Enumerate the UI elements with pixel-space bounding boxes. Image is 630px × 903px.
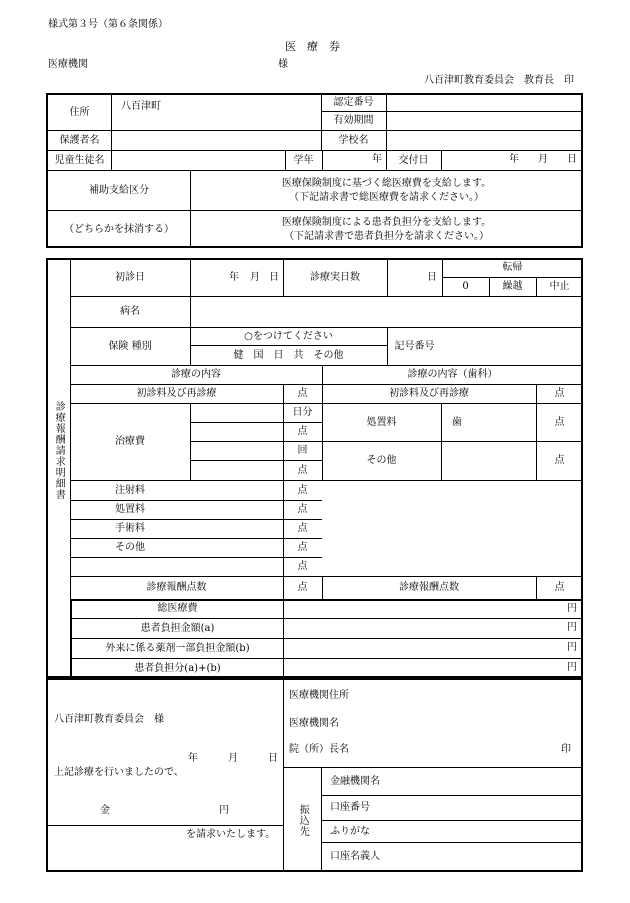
disease-label: 病名	[120, 306, 140, 318]
treatment-point-unit-1: 点	[297, 426, 308, 438]
outcome-label: 転帰	[502, 262, 523, 274]
first-visit-day: 日	[269, 272, 279, 283]
other-fee-label: その他	[115, 542, 145, 554]
institution-label: 医療機関	[48, 59, 88, 70]
claim-date-month: 月	[228, 753, 238, 764]
director-name-label: 院（所）長名	[289, 744, 349, 755]
first-visit-label: 初診日	[115, 271, 145, 283]
issuer-label: 八百津町教育委員会 教育長 印	[424, 75, 574, 86]
claim-amount-label: 金	[100, 805, 110, 816]
total-points-label: 診療報酬点数	[146, 582, 207, 594]
claim-date-year: 年	[188, 753, 198, 764]
tooth-label: 歯	[452, 417, 462, 428]
transfer-destination-label: 振込先	[297, 803, 309, 837]
drug-burden-b-label: 外来に係る薬剤一部負担金額(b)	[105, 642, 250, 654]
statement-side-label: 診療報酬請求明細書	[53, 400, 65, 500]
dental-total-points-label: 診療報酬点数	[399, 582, 459, 594]
issue-year-unit: 年	[509, 154, 519, 165]
symbol-number-label: 記号番号	[394, 340, 435, 352]
drug-burden-b-yen: 円	[567, 642, 577, 653]
claim-performed-text: 上記診療を行いましたので、	[54, 767, 184, 778]
sama-label: 様	[278, 59, 288, 70]
claim-amount-yen: 円	[219, 805, 229, 816]
cert-number-label: 認定番号	[333, 97, 374, 109]
student-field[interactable]	[112, 151, 285, 170]
first-visit-year: 年	[229, 272, 239, 283]
dental-procedure-label: 処置料	[366, 416, 397, 428]
dental-procedure-point: 点	[554, 416, 565, 428]
treatment-times-unit: 回	[297, 445, 308, 457]
validity-field[interactable]	[387, 112, 581, 130]
school-label: 学校名	[338, 134, 369, 146]
treatment-point-unit-2: 点	[297, 464, 308, 476]
aid-option-total-line1: 医療保険制度に基づく総医療費を支給します。	[281, 178, 492, 189]
institution-address-label: 医療機関住所	[289, 690, 349, 701]
outcome-stop[interactable]: 中止	[549, 281, 570, 293]
student-label: 児童生徒名	[54, 154, 105, 166]
bank-name-label: 金融機関名	[330, 776, 380, 787]
injection-fee-point: 点	[297, 484, 308, 496]
initial-fee-label: 初診料及び再診療	[136, 388, 217, 400]
school-field[interactable]	[387, 131, 581, 150]
procedure-fee-label: 処置料	[115, 504, 145, 516]
circle-note: ○をつけてください	[244, 330, 333, 342]
disease-field[interactable]	[191, 297, 583, 327]
aid-option-burden-line2: （下記請求書で患者負担分を請求ください。）	[284, 230, 489, 242]
total-points-unit: 点	[297, 582, 308, 594]
dental-initial-fee-point: 点	[554, 388, 565, 400]
aid-category-label: 補助支給区分	[89, 184, 149, 196]
grade-year-unit: 年	[372, 154, 382, 165]
insurance-type-options[interactable]: 健 国 日 共 その他	[233, 349, 344, 361]
address-label: 住所	[69, 106, 90, 118]
furigana-label: ふりがな	[330, 826, 370, 837]
form-number: 様式第３号（第６条関係）	[48, 19, 168, 30]
patient-burden-total-yen: 円	[567, 662, 577, 673]
patient-burden-total-label: 患者負担分(a)+(b)	[134, 662, 221, 674]
aid-option-burden-line1: 医療保険制度による患者負担分を支給します。	[281, 217, 492, 228]
aid-option-total-line2: （下記請求書で総医療費を請求ください。）	[289, 191, 484, 203]
institution-name-label: 医療機関名	[289, 718, 339, 729]
grade-label: 学年	[293, 154, 314, 166]
actual-days-unit: 日	[427, 272, 437, 283]
page-title: 医 療 券	[285, 40, 340, 53]
medical-content-label: 診療の内容	[171, 369, 221, 381]
outcome-continue[interactable]: 繰越	[502, 281, 523, 293]
address-value: 八百津町	[121, 101, 161, 112]
strike-note: （どちらかを抹消する）	[64, 223, 174, 235]
patient-burden-a-yen: 円	[567, 622, 577, 633]
guardian-field[interactable]	[112, 131, 321, 150]
treatment-day-count-unit: 日分	[292, 407, 313, 419]
dental-content-label: 診療の内容（歯科）	[407, 369, 498, 381]
cert-number-field[interactable]	[387, 95, 581, 111]
account-number-label: 口座番号	[330, 802, 370, 813]
claim-addressee: 八百津町教育委員会 様	[54, 714, 164, 725]
injection-fee-label: 注射料	[115, 484, 145, 496]
dental-other-point: 点	[554, 455, 565, 467]
patient-burden-a-label: 患者負担金額(a)	[140, 622, 215, 634]
first-visit-month: 月	[250, 272, 260, 283]
aid-option-burden[interactable]	[190, 211, 583, 248]
account-holder-label: 口座名義人	[330, 851, 380, 862]
other-fee-point: 点	[297, 542, 308, 554]
total-cost-label: 総医療費	[157, 603, 198, 615]
issue-month-unit: 月	[538, 154, 548, 165]
insurance-type-label: 保険 種別	[108, 340, 152, 352]
surgery-fee-point: 点	[297, 523, 308, 535]
extra-fee-point: 点	[297, 561, 308, 573]
validity-label: 有効期間	[333, 115, 374, 127]
surgery-fee-label: 手術料	[115, 523, 145, 535]
procedure-fee-point: 点	[297, 504, 308, 516]
initial-fee-point: 点	[297, 388, 308, 400]
guardian-label: 保護者名	[59, 134, 100, 146]
dental-initial-fee-label: 初診料及び再診療	[389, 388, 469, 400]
treatment-cost-label: 治療費	[115, 436, 145, 448]
issue-day-unit: 日	[567, 154, 577, 165]
outcome-zero[interactable]: 0	[462, 281, 469, 293]
director-seal: 印	[561, 744, 571, 755]
dental-other-label: その他	[366, 455, 397, 467]
claim-date-day: 日	[268, 753, 278, 764]
total-cost-yen: 円	[567, 603, 577, 614]
actual-days-label: 診療実日数	[310, 271, 360, 283]
issue-date-label: 交付日	[398, 154, 429, 166]
dental-total-points-unit: 点	[554, 582, 565, 594]
aid-option-total[interactable]	[190, 171, 583, 210]
claim-request-text: を請求いたします。	[186, 829, 276, 840]
